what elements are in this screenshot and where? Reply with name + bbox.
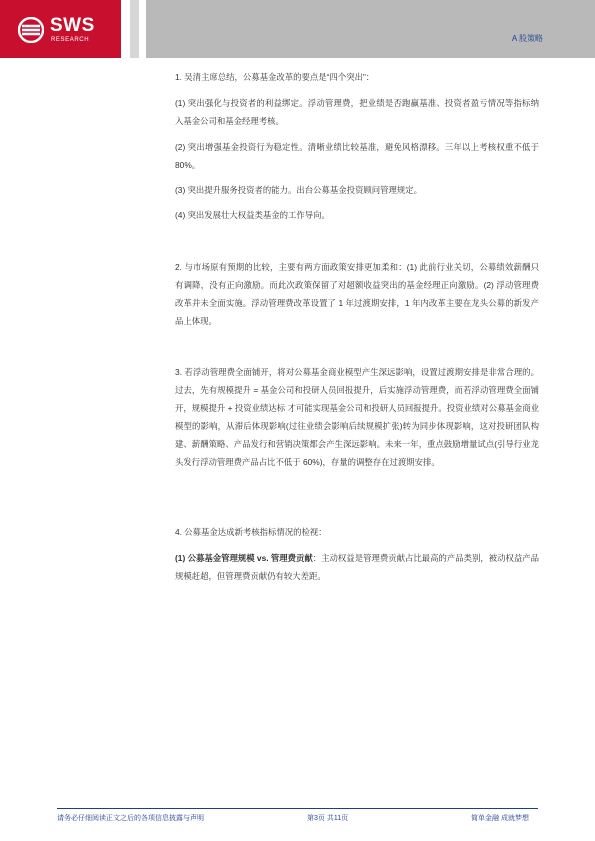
footer-page-number: 第3页 共11页: [307, 815, 349, 822]
paragraph-expectation-comparison: 2. 与市场原有预期的比较，主要有两方面政策安排更加柔和：(1) 此前行业关切，公募绩效薪酬只有调降，没有正向激励。而此次政策保留了对超额收益突出的基金经理正向激励。(2) 浮动管理费改革并未全面实施。浮动管理费改革设置了 1 年过渡期安排，1 年内改革主要在龙头公募的新发产品上体现。: [175, 262, 539, 326]
paragraph-point-1: (1) 突出强化与投资者的利益绑定。浮动管理费，把业绩是否跑赢基准、投资者盈亏情况等指标纳入基金公司和基金经理考核。: [175, 98, 539, 126]
paragraph-aum-vs-fee: [175, 549, 539, 585]
logo-text: SWS: [50, 15, 95, 36]
paragraph-assessment-review: 4. 公募基金达成新考核指标情况的检视：: [175, 527, 327, 537]
section-tag: A 股策略: [511, 34, 543, 43]
footer-disclaimer: 请务必仔细阅读正文之后的各项信息披露与声明: [57, 815, 204, 822]
paragraph-aum-vs-fee-heading: (1) 公募基金管理规模 vs. 管理费贡献: [175, 553, 313, 563]
footer-divider: [57, 808, 538, 809]
company-logo: [0, 0, 121, 58]
paragraph-aum-vs-fee-text: ：主动权益是管理费贡献占比最高的产品类别，被动权益产品规模赶超，但管理费贡献仍有较大差距。: [175, 553, 540, 581]
header-gap: [121, 0, 130, 58]
footer-slogan: 简单金融 成就梦想: [471, 815, 529, 822]
sws-logo-icon: [18, 17, 44, 43]
paragraph-point-4: (4) 突出发展壮大权益类基金的工作导向。: [175, 210, 330, 220]
logo-subtext: RESEARCH: [51, 37, 90, 43]
paragraph-point-2: (2) 突出增强基金投资行为稳定性。清晰业绩比较基准，避免风格漂移。三年以上考核权重不低于 80%。: [175, 142, 539, 170]
paragraph-point-3: (3) 突出提升服务投资者的能力。出台公募基金投资顾问管理规定。: [175, 185, 423, 195]
page-header: [0, 0, 595, 58]
header-grey-bar: [146, 0, 595, 58]
paragraph-four-highlights: 1. 吴清主席总结，公募基金改革的要点是“四个突出”：: [175, 72, 375, 82]
header-grey-band: [130, 0, 139, 58]
paragraph-floating-fee-impact: 3. 若浮动管理费全面铺开，将对公募基金商业模型产生深远影响，设置过渡期安排是非常合理的。过去，先有规模提升 = 基金公司和投研人员回报提升，后实施浮动管理费，而若浮动管理费全面铺开，规模提升 + 投资业绩达标 才可能实现基金公司和投研人员回报提升。投资业绩对公募基金商业模型的影响，从滞后体现影响(过往业绩会影响后续规模扩张)转为同步体现影响，这对投研团队构建、薪酬策略、产品发行和营销决策都会产生深远影响。未来一年，重点鼓励增量试点(引导行业龙头发行浮动管理费产品占比不低于 60%)，存量的调整存在过渡期安排。: [175, 367, 539, 467]
